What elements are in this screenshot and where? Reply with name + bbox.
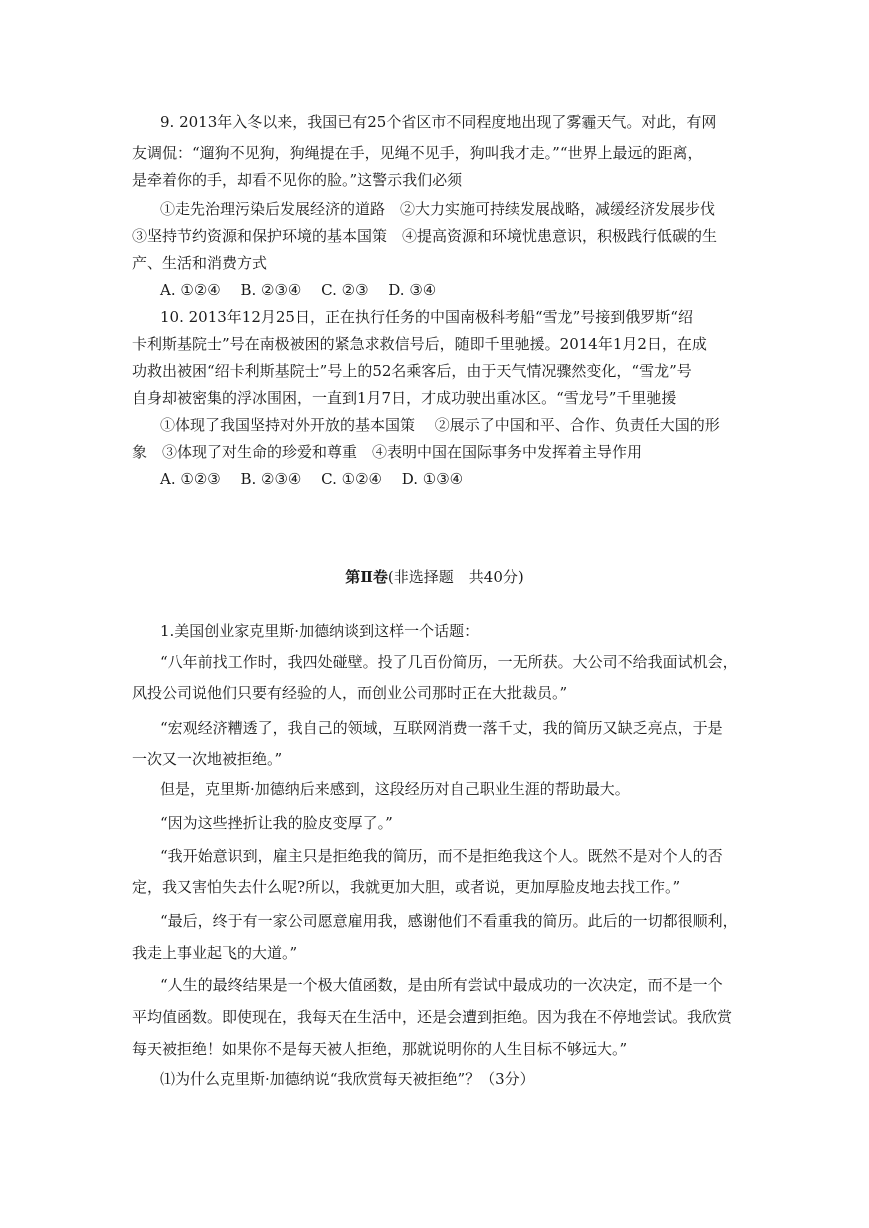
- passage-line: 每天被拒绝！如果你不是每天被人拒绝，那就说明你的人生目标不够远大。”: [132, 1040, 628, 1058]
- passage-line: “八年前找工作时，我四处碰壁。投了几百份简历，一无所获。大公司不给我面试机会，: [160, 653, 738, 671]
- q10-stem-line-3: 功救出被困“绍卡利斯基院士”号上的52名乘客后，由于天气情况骤然变化，“雪龙”号: [132, 362, 692, 380]
- section-title-bold: 第Ⅱ卷: [345, 568, 388, 586]
- q9-stem-line-2: 友调侃：“遛狗不见狗，狗绳提在手，见绳不见手，狗叫我才走。”“世界上最远的距离，: [132, 144, 703, 162]
- passage-question: ⑴为什么克里斯·加德纳说“我欣赏每天被拒绝”？（3分）: [160, 1070, 535, 1088]
- passage-line: 我走上事业起飞的大道。”: [132, 944, 298, 962]
- q10-statement-line-2: 象 ③体现了对生命的珍爱和尊重 ④表明中国在国际事务中发挥着主导作用: [132, 443, 643, 461]
- q9-statement-line-1: ①走先治理污染后发展经济的道路 ②大力实施可持续发展战略，减缓经济发展步伐: [160, 200, 716, 218]
- section-title-rest: (非选择题 共40分): [387, 568, 524, 586]
- passage-line: 定，我又害怕失去什么呢?所以，我就更加大胆，或者说，更加厚脸皮地去找工作。”: [132, 878, 681, 896]
- passage-line: “因为这些挫折让我的脸皮变厚了。”: [160, 814, 393, 832]
- q10-stem-line-1: 10. 2013年12月25日，正在执行任务的中国南极科考船“雪龙”号接到俄罗斯“绍: [160, 308, 693, 326]
- q9-statement-line-2: ③坚持节约资源和保护环境的基本国策 ④提高资源和环境忧患意识，积极践行低碳的生: [132, 227, 718, 245]
- q9-options: A. ①②④ B. ②③④ C. ②③ D. ③④: [160, 281, 437, 299]
- q10-stem-line-2: 卡利斯基院士”号在南极被困的紧急求救信号后，随即千里驰援。2014年1月2日，在成: [132, 335, 707, 353]
- passage-line: 一次又一次地被拒绝。”: [132, 750, 283, 768]
- passage-line: 但是，克里斯·加德纳后来感到，这段经历对自己职业生涯的帮助最大。: [160, 780, 630, 798]
- passage-line: 风投公司说他们只要有经验的人，而创业公司那时正在大批裁员。”: [132, 684, 568, 702]
- q9-stem-line-3: 是牵着你的手，却看不见你的脸。”这警示我们必须: [132, 171, 463, 189]
- passage-line: “我开始意识到，雇主只是拒绝我的简历，而不是拒绝我这个人。既然不是对个人的否: [160, 847, 723, 865]
- passage-intro: 1.美国创业家克里斯·加德纳谈到这样一个话题：: [160, 622, 480, 640]
- q10-options: A. ①②③ B. ②③④ C. ①②④ D. ①③④: [160, 470, 464, 488]
- q9-statement-line-3: 产、生活和消费方式: [132, 254, 268, 272]
- q10-statement-line-1: ①体现了我国坚持对外开放的基本国策 ②展示了中国和平、合作、负责任大国的形: [160, 416, 720, 434]
- passage-line: “人生的最终结果是一个极大值函数，是由所有尝试中最成功的一次决定，而不是一个: [160, 976, 723, 994]
- q10-stem-line-4: 自身却被密集的浮冰围困，一直到1月7日，才成功驶出重冰区。“雪龙号”千里驰援: [132, 389, 677, 407]
- passage-line: 平均值函数。即使现在，我每天在生活中，还是会遭到拒绝。因为我在不停地尝试。我欣赏: [132, 1008, 733, 1026]
- passage-line: “宏观经济糟透了，我自己的领域，互联网消费一落千丈，我的简历又缺乏亮点，于是: [160, 719, 723, 737]
- passage-line: “最后，终于有一家公司愿意雇用我，感谢他们不看重我的简历。此后的一切都很顺利，: [160, 912, 738, 930]
- section-title: [0, 566, 869, 588]
- q9-stem-line-1: 9. 2013年入冬以来，我国已有25个省区市不同程度地出现了雾霾天气。对此，有网: [160, 113, 717, 131]
